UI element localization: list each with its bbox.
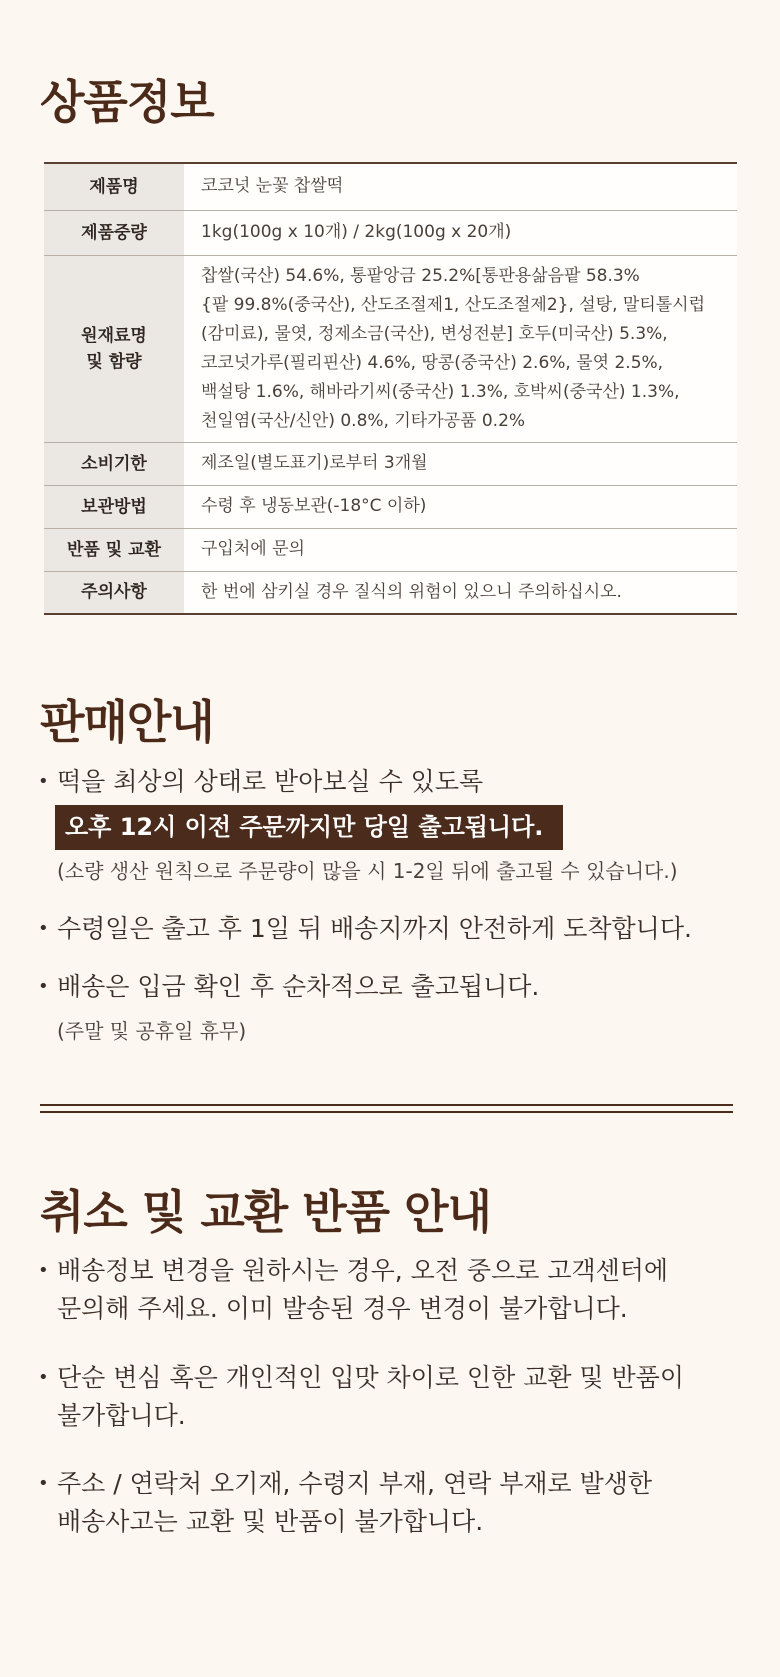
- bullet-dot: •: [38, 976, 49, 997]
- row-value-expiry: 제조일(별도표기)로부터 3개월: [184, 442, 737, 485]
- table-row: [44, 442, 737, 485]
- sales-note: (소량 생산 원칙으로 주문량이 많을 시 1-2일 뒤에 출고될 수 있습니다.): [57, 859, 678, 883]
- bullet-text: 배송은 입금 확인 후 순차적으로 출고됩니다.: [57, 972, 540, 1001]
- bullet-text-line: 주소 / 연락처 오기재, 수령지 부재, 연락 부재로 발생한: [57, 1469, 653, 1498]
- product-info-heading: 상품정보: [40, 75, 214, 129]
- table-row: [44, 255, 737, 442]
- row-label-expiry: 소비기한: [44, 442, 184, 485]
- row-label-caution: 주의사항: [44, 571, 184, 614]
- bullet-text-line: 배송사고는 교환 및 반품이 불가합니다.: [57, 1507, 484, 1536]
- ingredients-label-line: 및 함량: [86, 351, 142, 372]
- row-value-product-name: 코코넛 눈꽃 찹쌀떡: [184, 163, 737, 210]
- ingredients-line: 코코넛가루(필리핀산) 4.6%, 땅콩(중국산) 2.6%, 물엿 2.5%,: [201, 352, 664, 373]
- row-label-product-name: 제품명: [44, 163, 184, 210]
- row-value-returns: 구입처에 문의: [184, 528, 737, 571]
- sales-note: (주말 및 공휴일 휴무): [57, 1019, 247, 1043]
- bullet-text-line: 단순 변심 혹은 개인적인 입맛 차이로 인한 교환 및 반품이: [57, 1363, 684, 1392]
- row-value-storage: 수령 후 냉동보관(-18°C 이하): [184, 485, 737, 528]
- row-value-caution: 한 번에 삼키실 경우 질식의 위험이 있으니 주의하십시오.: [184, 571, 737, 614]
- row-label-ingredients: [44, 255, 184, 442]
- row-label-weight: 제품중량: [44, 210, 184, 255]
- ingredients-line: {팥 99.8%(중국산), 산도조절제1, 산도조절제2}, 설탕, 말티톨시럽: [201, 294, 706, 315]
- ingredients-line: 백설탕 1.6%, 해바라기씨(중국산) 1.3%, 호박씨(중국산) 1.3%,: [201, 381, 680, 402]
- row-value-weight: 1kg(100g x 10개) / 2kg(100g x 20개): [184, 210, 737, 255]
- row-value-ingredients: [184, 255, 737, 442]
- bullet-dot: •: [38, 918, 49, 939]
- bullet-dot: •: [38, 1260, 49, 1281]
- cancel-bullet-item: [38, 1252, 668, 1328]
- bullet-text-line: 문의해 주세요. 이미 발송된 경우 변경이 불가합니다.: [57, 1294, 628, 1323]
- row-label-returns: 반품 및 교환: [44, 528, 184, 571]
- bullet-text: 수령일은 출고 후 1일 뒤 배송지까지 안전하게 도착합니다.: [57, 914, 692, 943]
- bullet-dot: •: [38, 771, 49, 792]
- table-row: [44, 528, 737, 571]
- ingredients-line: (감미료), 물엿, 정제소금(국산), 변성전분] 호두(미국산) 5.3%,: [201, 323, 668, 344]
- sales-guide-heading: 판매안내: [40, 695, 214, 749]
- table-row: [44, 210, 737, 255]
- table-row: [44, 571, 737, 614]
- cancel-guide-heading: 취소 및 교환 반품 안내: [40, 1185, 491, 1239]
- cancel-bullet-item: [38, 1359, 684, 1435]
- bullet-dot: •: [38, 1367, 49, 1388]
- bullet-text-line: 배송정보 변경을 원하시는 경우, 오전 중으로 고객센터에: [57, 1256, 669, 1285]
- sales-bullet-item: [38, 910, 692, 948]
- product-info-table: [44, 162, 737, 615]
- table-row: [44, 163, 737, 210]
- ingredients-label-line: 원재료명: [81, 325, 147, 346]
- bullet-text-line: 불가합니다.: [57, 1401, 186, 1430]
- table-row: [44, 485, 737, 528]
- row-label-storage: 보관방법: [44, 485, 184, 528]
- sales-bullet-item: [38, 763, 483, 801]
- cancel-bullet-item: [38, 1465, 652, 1541]
- bullet-text: 떡을 최상의 상태로 받아보실 수 있도록: [57, 767, 484, 796]
- same-day-shipping-highlight: 오후 12시 이전 주문까지만 당일 출고됩니다.: [55, 805, 563, 850]
- ingredients-line: 찹쌀(국산) 54.6%, 통팥앙금 25.2%[통판용삶음팥 58.3%: [201, 265, 640, 286]
- ingredients-line: 천일염(국산/신안) 0.8%, 기타가공품 0.2%: [201, 410, 526, 431]
- bullet-dot: •: [38, 1473, 49, 1494]
- section-divider: [40, 1104, 733, 1113]
- sales-bullet-item: [38, 968, 539, 1006]
